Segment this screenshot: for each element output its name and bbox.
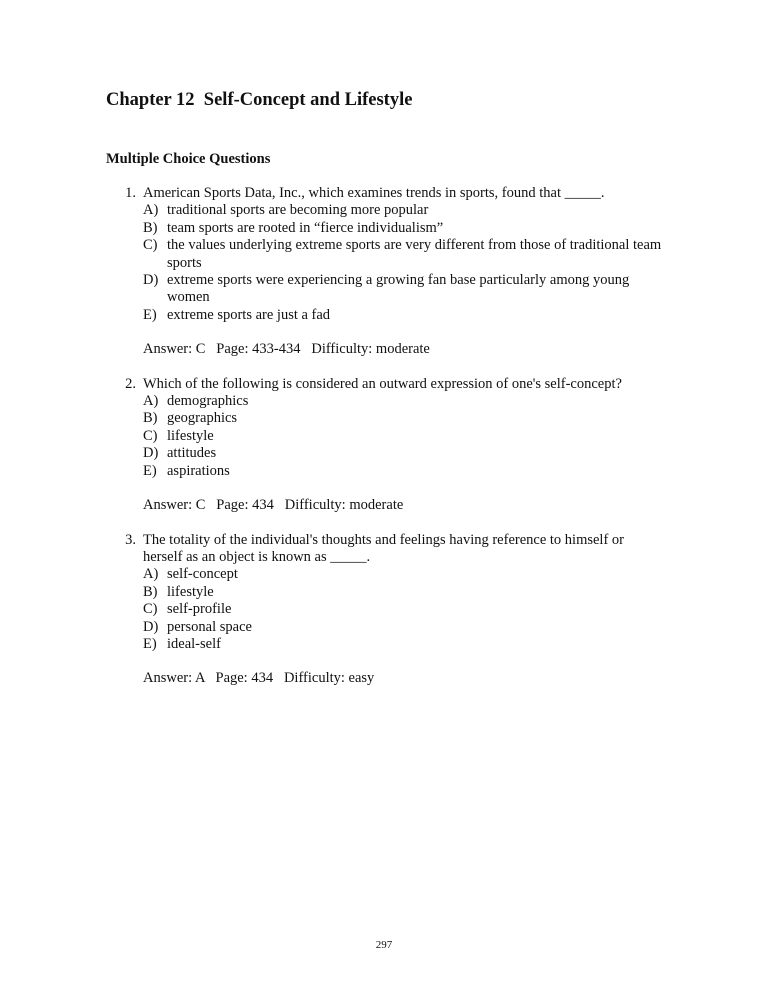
option-a — [143, 566, 666, 583]
option-text: ideal-self — [167, 635, 221, 652]
option-letter: C) — [143, 601, 158, 618]
option-text: lifestyle — [167, 583, 214, 600]
option-text: aspirations — [167, 462, 230, 479]
option-b — [143, 220, 666, 237]
option-letter: A) — [143, 393, 159, 410]
option-text: the values underlying extreme sports are very different from those of traditional team sports — [167, 237, 662, 271]
question-stem: Which of the following is considered an outward expression of one's self-concept? — [143, 375, 622, 392]
option-letter: D) — [143, 272, 159, 289]
option-letter: B) — [143, 410, 158, 427]
answer-options — [143, 202, 666, 324]
option-text: extreme sports were experiencing a growing fan base particularly among young women — [167, 272, 630, 306]
option-text: personal space — [167, 618, 252, 635]
option-c — [143, 601, 666, 618]
option-letter: A) — [143, 202, 159, 219]
option-b — [143, 410, 666, 427]
option-text: attitudes — [167, 445, 217, 462]
question-3 — [106, 532, 666, 688]
option-letter: E) — [143, 462, 157, 479]
question-number: 3. — [125, 531, 136, 548]
option-text: self-profile — [167, 601, 232, 618]
answer-line: Answer: C Page: 433-434 Difficulty: moderate — [143, 341, 430, 358]
option-letter: D) — [143, 618, 159, 635]
option-text: team sports are rooted in “fierce individualism” — [167, 219, 444, 236]
option-letter: E) — [143, 635, 157, 652]
question-list — [106, 185, 666, 688]
option-text: geographics — [167, 410, 238, 427]
question-number: 1. — [125, 185, 136, 201]
option-d — [143, 445, 666, 462]
question-1 — [106, 185, 666, 359]
section-heading: Multiple Choice Questions — [106, 151, 271, 167]
option-e — [143, 307, 666, 324]
option-c — [143, 237, 666, 272]
page-number: 297 — [375, 939, 393, 951]
answer-options — [143, 393, 666, 480]
option-b — [143, 584, 666, 601]
option-text: self-concept — [167, 566, 238, 583]
question-2 — [106, 376, 666, 515]
option-e — [143, 463, 666, 480]
question-stem: American Sports Data, Inc., which examines trends in sports, found that _____. — [143, 185, 605, 201]
option-text: traditional sports are becoming more popular — [167, 202, 429, 219]
option-letter: E) — [143, 306, 157, 323]
question-stem: The totality of the individual's thoughts and feelings having reference to himself or herself as an object is known as _____. — [143, 531, 624, 565]
option-d — [143, 619, 666, 636]
answer-line: Answer: C Page: 434 Difficulty: moderate — [143, 497, 404, 514]
option-text: extreme sports are just a fad — [167, 306, 331, 323]
answer-options — [143, 566, 666, 653]
option-a — [143, 393, 666, 410]
option-d — [143, 272, 666, 307]
option-a — [143, 202, 666, 219]
option-letter: C) — [143, 427, 158, 444]
option-letter: B) — [143, 583, 158, 600]
chapter-title: Chapter 12 Self-Concept and Lifestyle — [106, 90, 413, 110]
option-text: lifestyle — [167, 427, 214, 444]
option-letter: A) — [143, 566, 159, 583]
option-text: demographics — [167, 393, 249, 410]
option-letter: B) — [143, 219, 158, 236]
option-c — [143, 428, 666, 445]
question-number: 2. — [125, 375, 136, 392]
option-letter: D) — [143, 445, 159, 462]
option-letter: C) — [143, 237, 158, 254]
answer-line: Answer: A Page: 434 Difficulty: easy — [143, 670, 375, 687]
option-e — [143, 636, 666, 653]
